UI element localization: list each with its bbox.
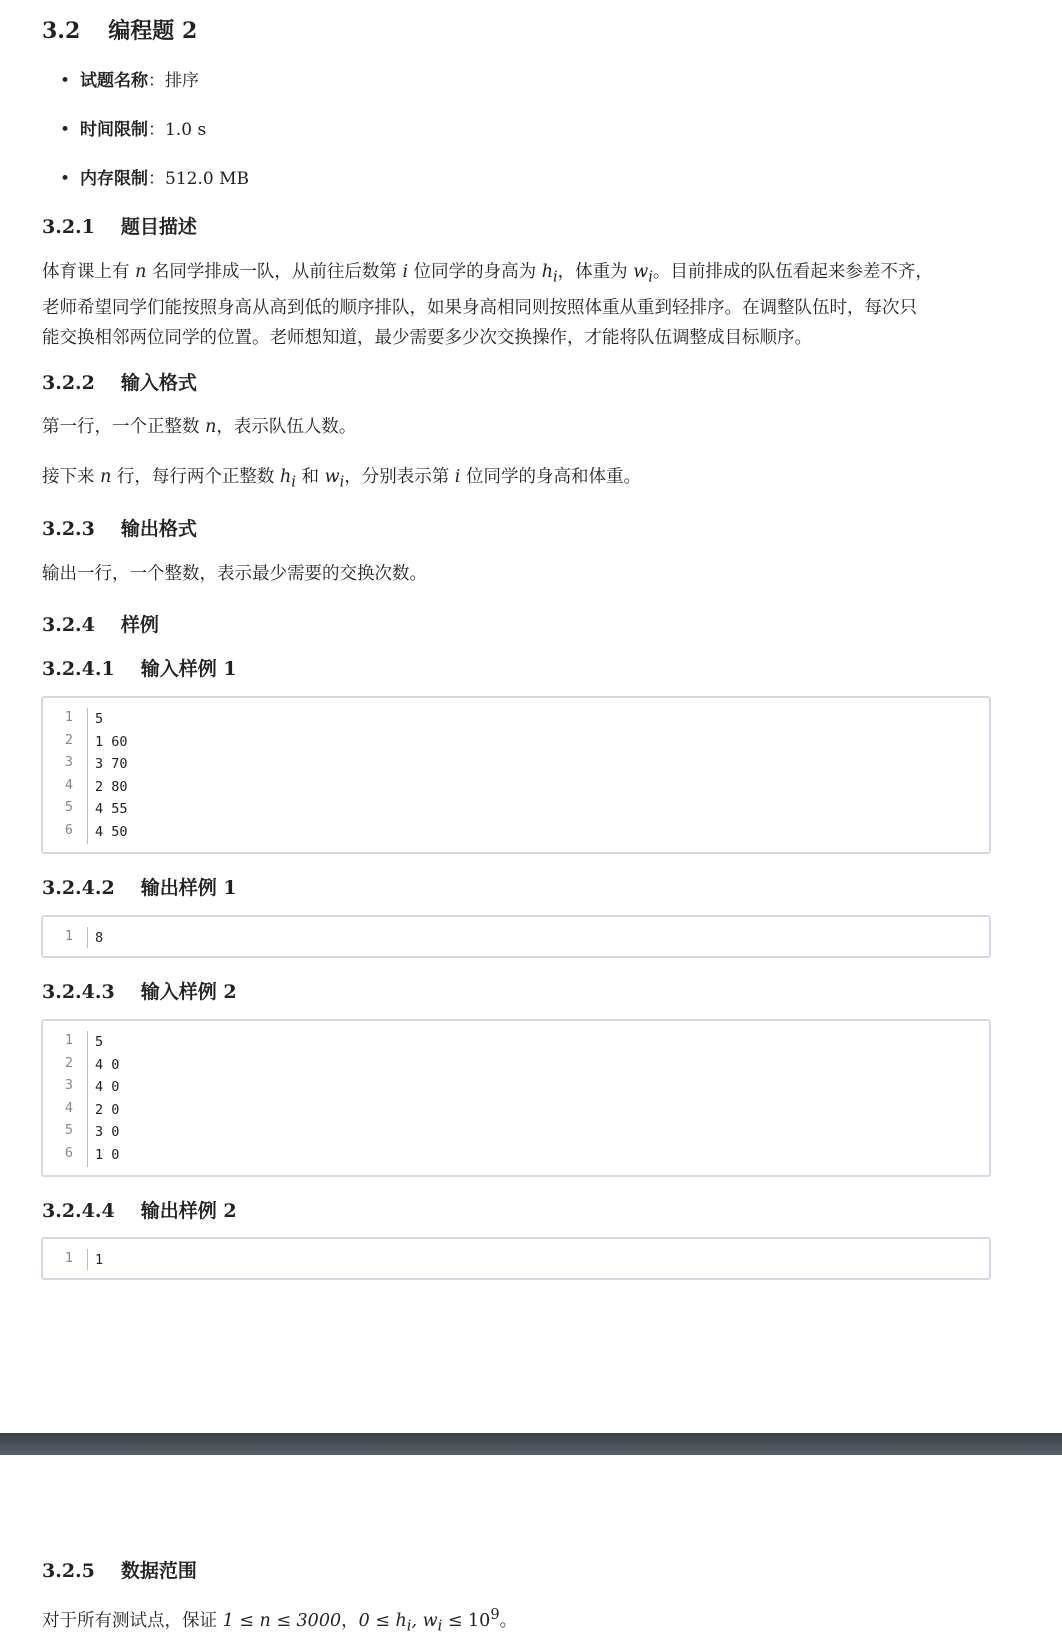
desc-text: ，体重为: [557, 262, 634, 282]
math-h: h: [279, 467, 292, 487]
text: 。: [499, 1610, 518, 1631]
code-line: [43, 1249, 989, 1272]
math-sub-i: i: [406, 1617, 412, 1635]
page-break-separator: [0, 1433, 1062, 1455]
math-hw-range: ≤ 10: [442, 1610, 491, 1631]
line-number: 6: [64, 821, 73, 838]
code-text: 4 55: [95, 801, 128, 817]
desc-paragraph: [42, 257, 992, 353]
sample-output-2-code[interactable]: [41, 1237, 991, 1280]
meta-label: 试题名称: [80, 71, 148, 91]
range-title: 数据范围: [120, 1560, 197, 1582]
math-i: i: [454, 467, 461, 487]
line-number: 2: [64, 731, 73, 748]
code-line: [43, 776, 989, 799]
line-number: 1: [64, 709, 73, 725]
math-sub-i: i: [339, 473, 345, 491]
output-format-title: 输出格式: [120, 518, 197, 540]
code-text: 5: [95, 711, 104, 727]
output-format-text: 输出一行，一个整数，表示最少需要的交换次数。: [42, 564, 427, 584]
sample-title: 输出样例 1: [140, 877, 237, 899]
input-format-number: 3.2.2: [42, 372, 95, 394]
desc-title: 题目描述: [120, 216, 197, 238]
code-line: [43, 821, 989, 844]
range-text: [42, 1600, 992, 1641]
line-number: 6: [64, 1144, 73, 1161]
meta-item-memory: • 内存限制：512.0 MB: [60, 169, 249, 189]
meta-value: 排序: [165, 71, 199, 91]
meta-value: 512.0 MB: [165, 169, 249, 189]
desc-number: 3.2.1: [42, 216, 95, 238]
desc-text: 。目前排成的队伍看起来参差不齐，: [652, 262, 933, 282]
text: 接下来: [42, 467, 101, 487]
code-text: 2 80: [95, 778, 128, 795]
code-line: [43, 1099, 989, 1122]
math-w: w: [633, 262, 649, 282]
sample-output-2-heading: [42, 1196, 237, 1223]
line-number: 1: [64, 1250, 73, 1266]
desc-text: 能交换相邻两位同学的位置。老师想知道，最少需要多少次交换操作，才能将队伍调整成目标顺序。: [42, 327, 812, 348]
math-exponent: 9: [490, 1606, 500, 1623]
section-number: 3.2: [42, 18, 81, 44]
math-n: n: [205, 417, 217, 437]
output-format-number: 3.2.3: [42, 518, 95, 540]
code-line: [43, 1076, 989, 1099]
code-line: [43, 1031, 989, 1054]
range-number: 3.2.5: [42, 1560, 95, 1582]
code-text: 4 0: [95, 1056, 120, 1073]
meta-item-time: • 时间限制：1.0 s: [60, 120, 207, 140]
text: ，: [341, 1610, 359, 1631]
code-line: [43, 798, 989, 821]
math-h: h: [541, 262, 553, 282]
sample-output-1-heading: [42, 873, 237, 900]
code-line: [43, 927, 989, 950]
sample-number: 3.2.4.4: [42, 1200, 115, 1222]
line-number: 1: [64, 1032, 73, 1048]
code-line: [43, 753, 989, 776]
sample-input-2-code[interactable]: [41, 1019, 991, 1177]
text: 位同学的身高和体重。: [460, 467, 641, 487]
section-title: 编程题 2: [108, 18, 198, 44]
sample-input-2-heading: [42, 977, 237, 1004]
line-number: 4: [64, 1099, 73, 1116]
sample-number: 3.2.4.1: [42, 658, 115, 680]
input-format-title: 输入格式: [120, 372, 197, 394]
input-format-p2: [42, 462, 992, 498]
desc-text: 老师希望同学们能按照身高从高到低的顺序排队，如果身高相同则按照体重从重到轻排序。在调整队伍时，每次只: [42, 297, 917, 318]
text: 行，每行两个正整数: [111, 467, 280, 487]
math-i: i: [402, 262, 409, 282]
sample-number: 3.2.4.3: [42, 981, 115, 1003]
sample-title: 输出样例 2: [140, 1200, 237, 1222]
sample-title: 输入样例 1: [140, 658, 237, 680]
math-n: n: [100, 467, 112, 487]
sample-output-1-code[interactable]: [41, 915, 991, 958]
code-line: [43, 1144, 989, 1167]
sample-input-1-code[interactable]: [41, 696, 991, 854]
text: 第一行，一个正整数: [42, 417, 206, 437]
code-text: 3 70: [95, 756, 128, 772]
code-text: 4 0: [95, 1079, 120, 1095]
samples-number: 3.2.4: [42, 614, 95, 636]
section-heading: [42, 14, 197, 45]
math-sub-i: i: [291, 473, 296, 491]
desc-heading: [42, 212, 197, 239]
range-heading: [42, 1556, 197, 1583]
code-line: [43, 1054, 989, 1077]
line-number: 5: [64, 1122, 73, 1138]
code-line: [43, 1121, 989, 1144]
code-text: 5: [95, 1034, 104, 1050]
text: 对于所有测试点，保证: [42, 1610, 223, 1631]
sample-title: 输入样例 2: [140, 981, 237, 1003]
meta-label: 内存限制: [80, 169, 148, 189]
code-text: 1 0: [95, 1146, 120, 1163]
line-number: 2: [64, 1054, 73, 1071]
math-sub-i: i: [437, 1617, 443, 1635]
input-format-p1: [42, 412, 992, 442]
line-number: 3: [64, 1077, 73, 1093]
code-text: 1 60: [95, 733, 128, 750]
code-text: 3 0: [95, 1124, 120, 1140]
input-format-heading: [42, 368, 197, 395]
output-format-heading: [42, 514, 197, 541]
line-number: 3: [64, 754, 73, 770]
line-number: 5: [64, 799, 73, 815]
samples-heading: [42, 610, 159, 637]
math-n: n: [135, 262, 147, 282]
math-sub-i: i: [648, 268, 653, 286]
math-hw-range: 0 ≤ h: [358, 1610, 407, 1631]
text: ，表示队伍人数。: [216, 417, 357, 437]
math-hw-range: , w: [411, 1610, 438, 1631]
code-text: 8: [95, 930, 104, 946]
math-w: w: [324, 467, 340, 487]
code-text: 4 50: [95, 823, 128, 840]
desc-text: 名同学排成一队，从前往后数第: [146, 262, 403, 282]
line-number: 1: [64, 928, 73, 944]
sample-number: 3.2.4.2: [42, 877, 115, 899]
code-line: [43, 731, 989, 754]
sample-input-1-heading: [42, 654, 237, 681]
samples-title: 样例: [120, 614, 159, 636]
code-line: [43, 708, 989, 731]
desc-text: 体育课上有: [42, 262, 136, 282]
meta-value: 1.0 s: [165, 120, 207, 140]
math-n-range: 1 ≤ n ≤ 3000: [222, 1610, 342, 1631]
math-sub-i: i: [552, 268, 558, 286]
code-text: 1: [95, 1252, 104, 1268]
meta-item-name: • 试题名称：排序: [60, 71, 199, 91]
meta-label: 时间限制: [80, 120, 148, 140]
line-number: 4: [64, 776, 73, 793]
text: 和: [295, 467, 325, 487]
text: ，分别表示第: [344, 467, 455, 487]
code-text: 2 0: [95, 1101, 120, 1118]
desc-text: 位同学的身高为: [408, 262, 542, 282]
